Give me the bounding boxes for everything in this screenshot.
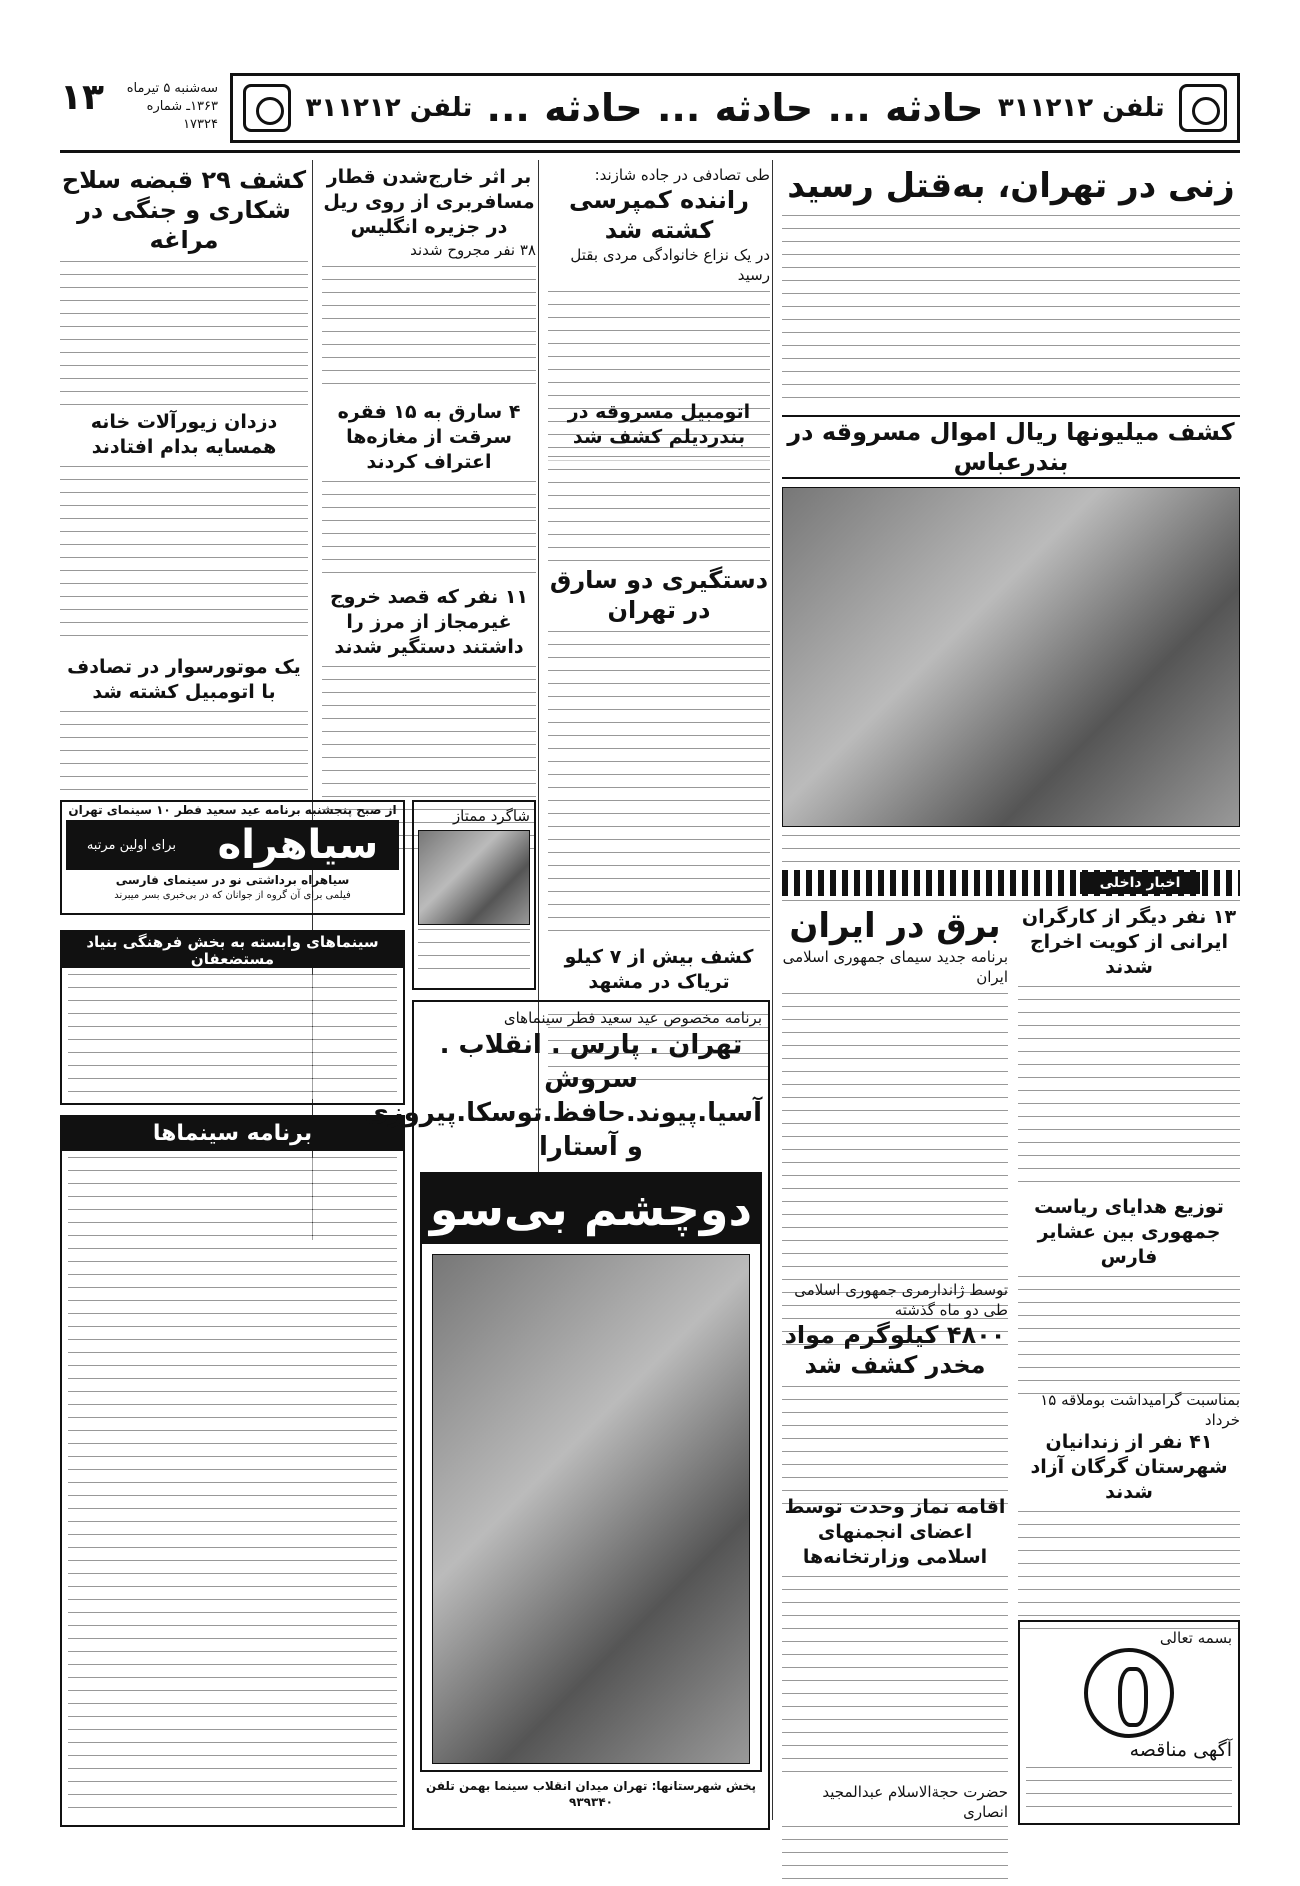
ad-title: سیاهراه (217, 822, 379, 868)
ad-siahrah (60, 800, 405, 915)
listing-body (68, 1157, 397, 1817)
film-title: دوچشم بی‌سو (422, 1174, 760, 1244)
article-body (782, 1386, 1008, 1506)
article-body (60, 711, 308, 791)
article-unity-prayer (782, 1495, 1008, 1886)
article-stolen-car (548, 400, 770, 566)
student-title: شاگرد ممتاز (452, 807, 530, 825)
article-body (322, 481, 536, 576)
cinema-names-1: تهران . پارس . انقلاب . سروش (439, 1030, 743, 1094)
headline: ۴ سارق به ۱۵ فقره سرقت از مغازه‌ها اعتراف کردند (337, 401, 521, 473)
article-gifts (1018, 1195, 1240, 1406)
headline: دستگیری دو سارق در تهران (549, 566, 769, 624)
article-two-thieves (548, 565, 770, 941)
headline: زنی در تهران، به‌قتل رسید (787, 166, 1235, 206)
page-number: ۱۳ (60, 77, 104, 118)
subheadline: ۳۸ نفر مجروح شدند (410, 241, 536, 259)
headline: کشف بیش از ۷ کیلو تریاک در مشهد (564, 946, 754, 993)
issue-info (108, 80, 218, 134)
article-body (60, 261, 308, 411)
masthead-word-1: حادثه (885, 86, 984, 130)
article-body (548, 456, 770, 566)
issue-date: سه‌شنبه ۵ تیرماه (126, 81, 218, 96)
ad-first-time: برای اولین مرتبه (86, 837, 176, 853)
headline: ۴۱ نفر از زندانیان شهرستان گرگان آزاد شدند (1030, 1431, 1228, 1503)
article-jewel-thieves (60, 410, 308, 636)
cinema-names-2: آسیا.پیوند.حافظ.توسکا.پیروزی (364, 1098, 762, 1128)
article-bandar-abbas (782, 415, 1240, 905)
masthead (230, 73, 1240, 143)
headline: توزیع هدایای ریاست جمهوری بین عشایر فارس (1034, 1196, 1224, 1268)
article-weapons (60, 165, 308, 411)
page-header (60, 55, 1240, 150)
kicker: توسط ژاندارمری جمهوری اسلامی طی دو ماه گذشته (794, 1281, 1008, 1319)
headline: کشف ۲۹ قبضه سلاح شکاری و جنگی در مراغه (61, 166, 307, 254)
ad-title-bar (66, 820, 399, 870)
headline: کشف میلیونها ریال اموال مسروقه در بندرعباس (782, 415, 1240, 479)
hojjat-body (782, 1826, 1008, 1886)
tender-title: آگهی مناقصه (1129, 1739, 1232, 1761)
article-body (548, 631, 770, 941)
article-body (1018, 986, 1240, 1186)
headline: دزدان زیورآلات خانه همسایه بدام افتادند (90, 411, 278, 458)
ad-line-2: فیلمی برای آن گروه از جوانان که در بی‌خبری بسر میبرند (114, 890, 351, 901)
headline: اقامه نماز وحدت توسط اعضای انجمنهای اسلامی وزارتخانه‌ها (784, 1496, 1006, 1568)
poster-photo (432, 1254, 750, 1764)
cinema-names-3: و آستارا (539, 1132, 643, 1162)
ad-line-1: سیاهراه برداشتی نو در سینمای فارسی (115, 873, 350, 887)
masthead-word-2: حادثه (714, 86, 814, 130)
article-train (322, 165, 536, 396)
cinema-listing-program (60, 1115, 405, 1827)
article-body (1018, 1511, 1240, 1631)
film-poster (420, 1172, 762, 1772)
emblem-icon (1084, 1648, 1174, 1738)
headline: یک موتورسوار در تصادف با اتومبیل کشته شد (67, 656, 301, 703)
listing-title: برنامه سینماها (62, 1117, 403, 1151)
subheadline: برنامه جدید سیمای جمهوری اسلامی ایران (782, 948, 1008, 986)
ad-top-line: برنامه مخصوص عید سعید فطر سینماهای (503, 1009, 762, 1027)
ad-tender (1018, 1620, 1240, 1825)
article-drugs (782, 1280, 1008, 1506)
listing-title: سینماهای وابسته به بخش فرهنگی بنیاد مستضعفان (62, 932, 403, 968)
article-body (1018, 1276, 1240, 1406)
headline: ۴۸۰۰ کیلوگرم مواد مخدر کشف شد (784, 1321, 1006, 1379)
headline: اتومبیل مسروقه در بندردیلم کشف شد (567, 401, 751, 448)
headline: برق در ایران (789, 906, 1001, 946)
headline: ۱۱ نفر که قصد خروج غیرمجاز از مرز را داشتند دستگیر شدند (329, 586, 529, 658)
student-photo (418, 830, 530, 925)
ad-top-line: از صبح پنجشنبه برنامه عید سعید فطر ۱۰ سینمای تهران (68, 803, 397, 817)
kicker: طی تصادفی در جاده شازند: (594, 166, 770, 184)
headline: ۱۳ نفر دیگر از کارگران ایرانی از کویت اخراج شدند (1021, 906, 1237, 978)
masthead-word-3: حادثه (544, 86, 643, 130)
tender-body (1026, 1767, 1232, 1817)
telephone-icon (1179, 84, 1227, 132)
listing-body (68, 974, 397, 1099)
article-gorgan (1018, 1390, 1240, 1631)
article-workers-kuwait (1018, 905, 1240, 1186)
masthead-phone-left: تلفن ۳۱۱۲۱۲ (305, 93, 473, 123)
hojjat-title: حضرت حجةالاسلام عبدالمجید انصاری (822, 1783, 1008, 1821)
article-woman-killed (782, 165, 1240, 400)
column-divider (772, 160, 773, 1820)
kicker: بمناسبت گرامیداشت بوملاقه ۱۵ خرداد (1040, 1391, 1240, 1429)
article-body (322, 266, 536, 396)
article-motorcyclist (60, 655, 308, 791)
article-body (782, 215, 1240, 400)
basmala: بسمه تعالی (1159, 1629, 1232, 1647)
headline: بر اثر خارج‌شدن قطار مسافربری از روی ریل در جزیره انگلیس (323, 166, 535, 238)
masthead-phone-right: تلفن ۳۱۱۲۱۲ (997, 93, 1165, 123)
headline: راننده کمپرسی کشته شد (569, 186, 749, 244)
subheadline: در یک نزاع خانوادگی مردی بقتل رسید (570, 246, 770, 284)
masthead-dots-3: ... (486, 86, 530, 130)
telephone-icon (243, 84, 291, 132)
section-stripe (782, 870, 1240, 896)
article-body (60, 466, 308, 636)
header-rule (60, 150, 1240, 153)
cinema-listing-foundation (60, 930, 405, 1105)
article-body (782, 1576, 1008, 1776)
student-caption (418, 929, 530, 979)
issue-number: ۱۳۶۳ـ شماره ۱۷۳۲۴ (146, 99, 218, 132)
stolen-goods-photo (782, 487, 1240, 827)
article-four-robbers (322, 400, 536, 576)
ad-bottom-line: پخش شهرستانها: تهران میدان انقلاب سینما بهمن تلفن ۹۳۹۳۴۰ (425, 1779, 757, 1809)
section-label-domestic: اخبار داخلی (1080, 872, 1200, 894)
ad-top-student (412, 800, 536, 990)
masthead-dots-1: ... (827, 86, 871, 130)
ad-eid-cinemas (364, 1000, 770, 1830)
masthead-dots-2: ... (657, 86, 701, 130)
